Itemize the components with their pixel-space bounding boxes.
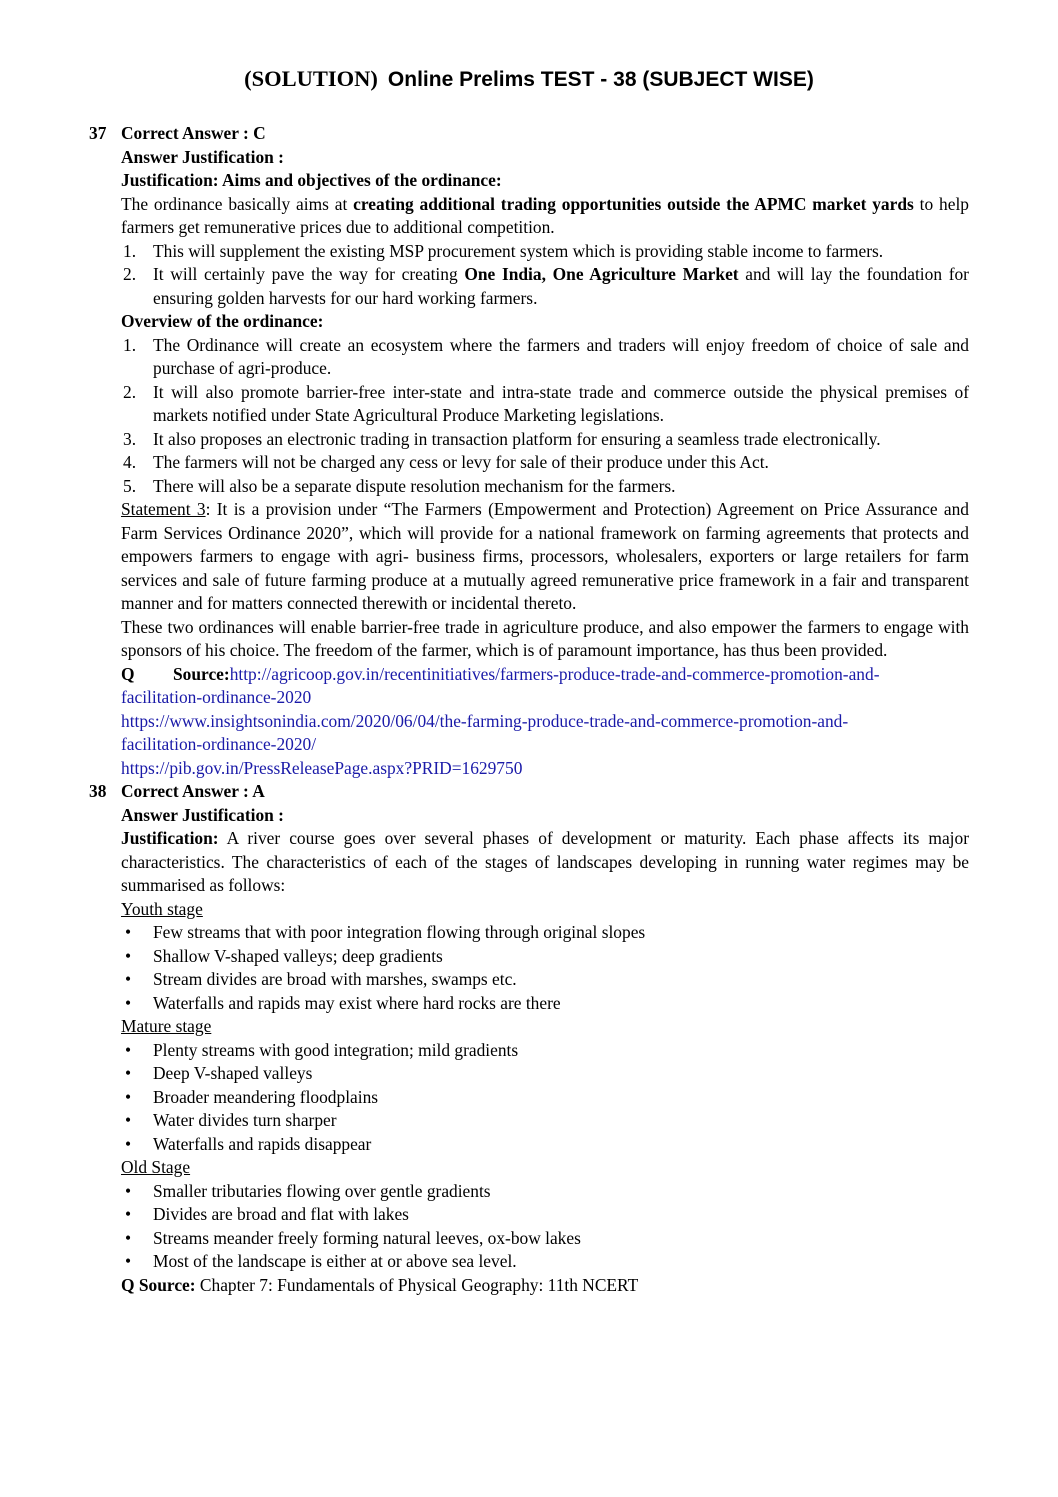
mature-stage-list (121, 1039, 969, 1157)
list-item: 2. It will also promote barrier-free inter-state and intra-state trade and commerce outside the physical premises of markets notified under State Agricultural Produce Marketing legislations. (123, 381, 969, 425)
overview-heading: Overview of the ordinance: (121, 311, 324, 331)
intro-paragraph: The ordinance basically aims at creating additional trading opportunities outside the APMC market yards to help farmers get remunerative prices due to additional competition. (121, 193, 969, 237)
title-text: Online Prelims TEST - 38 (SUBJECT WISE) (387, 68, 814, 91)
correct-answer: Correct Answer : A (121, 781, 265, 801)
aims-list (121, 240, 969, 311)
list-item: 1. The Ordinance will create an ecosystem where the farmers and traders will enjoy freedom of choice of sale and purchase of agri-produce. (123, 334, 969, 378)
list-item: • Waterfalls and rapids disappear (125, 1133, 372, 1154)
question-37-header (89, 122, 969, 146)
page-title (0, 64, 1058, 95)
list-item: • Most of the landscape is either at or above sea level. (125, 1251, 517, 1271)
question-number: 38 (89, 781, 107, 801)
old-stage-heading: Old Stage (121, 1157, 191, 1177)
closing-paragraph: These two ordinances will enable barrier-free trade in agriculture produce, and also empower the farmers to engage with sponsors of his choice. The freedom of the farmer, which is of paramount importance, has thus been provided. (121, 616, 969, 660)
title-solution-tag: (SOLUTION) (244, 66, 378, 91)
list-item: • Deep V-shaped valleys (125, 1063, 313, 1083)
question-37-body (121, 146, 969, 781)
list-item: 2. It will certainly pave the way for creating One India, One Agriculture Market and will lay the foundation for ensuring golden harvests for our hard working farmers. (123, 264, 969, 308)
source-link-insights-cont[interactable]: facilitation-ordinance-2020/ (121, 734, 317, 754)
list-item: • Smaller tributaries flowing over gentle gradients (125, 1180, 491, 1201)
question-38-body (121, 804, 969, 1298)
question-number: 37 (89, 123, 107, 143)
source-line: Q Source:http://agricoop.gov.in/recentinitiatives/farmers-produce-trade-and-commerce-promotion-and- (121, 663, 880, 684)
answer-justification-heading: Answer Justification : (121, 804, 284, 825)
statement-3-label: Statement 3 (121, 499, 206, 519)
list-item: • Streams meander freely forming natural leeves, ox-bow lakes (125, 1227, 581, 1248)
list-item: • Few streams that with poor integration flowing through original slopes (125, 922, 646, 942)
statement-3-paragraph: Statement 3: It is a provision under “The Farmers (Empowerment and Protection) Agreement on Price Assurance and Farm Services Ordinance 2020”, which will provide for a national framework on farming agreements that protects and empowers farmers to engage with agri- business firms, processors, wholesalers, exporters or large retailers for farm services and sale of future farming produce at a mutually agreed remunerative price framework in a fair and transparent manner and for matters connected therewith or incidental thereto. (121, 499, 969, 613)
list-item: • Plenty streams with good integration; mild gradients (125, 1039, 519, 1060)
justification-paragraph: Justification: A river course goes over several phases of development or maturity. Each phase affects its major characteristics. The characteristics of each of the stages of landscapes developing in running water regimes may be summarised as follows: (121, 828, 969, 895)
justification-heading: Justification: Aims and objectives of the ordinance: (121, 170, 502, 190)
list-item: • Shallow V-shaped valleys; deep gradients (125, 945, 443, 966)
overview-list (121, 334, 969, 499)
list-item: 5. There will also be a separate dispute resolution mechanism for the farmers. (123, 475, 676, 496)
list-item: • Divides are broad and flat with lakes (125, 1204, 409, 1224)
list-item: 3. It also proposes an electronic trading in transaction platform for ensuring a seamless trade electronically. (123, 428, 881, 449)
youth-stage-heading: Youth stage (121, 898, 203, 919)
list-item: • Stream divides are broad with marshes, swamps etc. (125, 969, 517, 989)
correct-answer: Correct Answer : C (121, 123, 266, 143)
list-item: 1. This will supplement the existing MSP procurement system which is providing stable income to farmers. (123, 240, 884, 261)
source-link-insights[interactable]: https://www.insightsonindia.com/2020/06/04/the-farming-produce-trade-and-commerce-promotion-and- (121, 710, 849, 731)
source-link-agricoop[interactable]: http://agricoop.gov.in/recentinitiatives/farmers-produce-trade-and-commerce-promotion-and- (229, 663, 880, 684)
list-item: • Broader meandering floodplains (125, 1086, 379, 1107)
old-stage-list (121, 1180, 969, 1274)
list-item: • Water divides turn sharper (125, 1110, 337, 1130)
question-38-header (89, 780, 969, 804)
q38-source-line: Q Source: Chapter 7: Fundamentals of Physical Geography: 11th NCERT (121, 1274, 639, 1295)
source-link-agricoop-cont[interactable]: facilitation-ordinance-2020 (121, 687, 312, 707)
source-link-pib[interactable]: https://pib.gov.in/PressReleasePage.aspx?PRID=1629750 (121, 757, 523, 778)
list-item: • Waterfalls and rapids may exist where hard rocks are there (125, 992, 561, 1013)
youth-stage-list (121, 921, 969, 1015)
answer-justification-heading: Answer Justification : (121, 146, 284, 167)
content (89, 122, 969, 1297)
list-item: 4. The farmers will not be charged any cess or levy for sale of their produce under this Act. (123, 452, 769, 472)
mature-stage-heading: Mature stage (121, 1016, 212, 1036)
